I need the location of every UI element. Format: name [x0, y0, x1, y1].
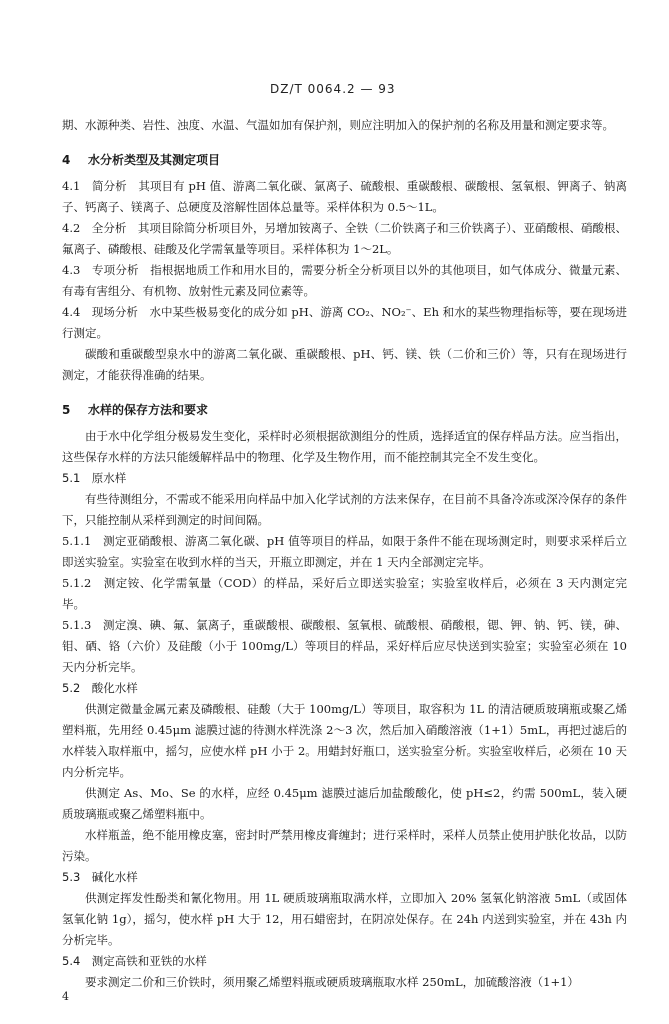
paragraph: 供测定挥发性酚类和氰化物用。用 1L 硬质玻璃瓶取满水样，立即加入 20% 氢氧化钠溶液 5mL（或固体氢氧化钠 1g），摇匀，使水样 pH 大于 12，用石蜡密封，在阴凉处保存。在 24h 内送到实验室，并在 43h 内分析完毕。	[62, 891, 627, 947]
page-number: 4	[62, 990, 69, 1003]
paragraph: 要求测定二价和三价铁时，须用聚乙烯塑料瓶或硬质玻璃瓶取水样 250mL，加硫酸溶液（1+1）	[85, 975, 579, 989]
paragraph: 4.2 全分析 其项目除简分析项目外，另增加铵离子、全铁（二价铁离子和三价铁离子）、亚硝酸根、硝酸根、氟离子、磷酸根、硅酸及化学需氧量等项目。采样体积为 1～2L。	[62, 221, 627, 256]
subsection-heading: 5.2 酸化水样	[62, 681, 138, 695]
page-header: DZ/T 0064.2 — 93	[270, 82, 396, 96]
paragraph: 5.1.3 测定溴、碘、氟、氯离子，重碳酸根、碳酸根、氢氧根、硫酸根、硝酸根，锶、钾、钠、钙、镁，砷、钼、硒、铬（六价）及硅酸（小于 100mg/L）等项目的样品，采好样后应尽快送到实验室；实验室必须在 10 天内分析完毕。	[62, 618, 627, 674]
section-title: 水分析类型及其测定项目	[88, 153, 221, 167]
paragraph: 4.4 现场分析 水中某些极易变化的成分如 pH、游离 CO₂、NO₂⁻、Eh 和水的某些物理指标等，要在现场进行测定。	[62, 305, 627, 340]
paragraph: 有些待测组分，不需或不能采用向样品中加入化学试剂的方法来保存，在目前不具备冷冻或深冷保存的条件下，只能控制从采样到测定的时间间隔。	[62, 492, 627, 527]
subsection-heading: 5.1 原水样	[62, 471, 127, 485]
paragraph: 碳酸和重碳酸型泉水中的游离二氧化碳、重碳酸根、pH、钙、镁、铁（二价和三价）等，只有在现场进行测定，才能获得准确的结果。	[62, 347, 627, 382]
paragraph: 供测定微量金属元素及磷酸根、硅酸（大于 100mg/L）等项目，取容积为 1L 的清洁硬质玻璃瓶或聚乙烯塑料瓶，先用经 0.45μm 滤膜过滤的待测水样洗涤 2～3 次，然后加入硝酸溶液（1+1）5mL，再把过滤后的水样装入取样瓶中，摇匀，应使水样 pH 小于 2。用蜡封好瓶口，送实验室分析。实验室收样后，必须在 10 天内分析完毕。	[62, 702, 627, 779]
paragraph: 5.1.1 测定亚硝酸根、游离二氧化碳、pH 值等项目的样品，如限于条件不能在现场测定时，则要求采样后立即送实验室。实验室在收到水样的当天，开瓶立即测定，并在 1 天内全部测定完毕。	[62, 534, 627, 569]
section-heading	[62, 150, 627, 170]
document-body	[62, 115, 627, 993]
section-heading	[62, 400, 627, 420]
paragraph: 供测定 As、Mo、Se 的水样，应经 0.45μm 滤膜过滤后加盐酸酸化，使 pH≤2，约需 500mL，装入硬质玻璃瓶或聚乙烯塑料瓶中。	[62, 786, 627, 821]
subsection-heading: 5.3 碱化水样	[62, 870, 138, 884]
paragraph: 4.1 简分析 其项目有 pH 值、游离二氧化碳、氯离子、硫酸根、重碳酸根、碳酸根、氢氧根、钾离子、钠离子、钙离子、镁离子、总硬度及溶解性固体总量等。采样体积为 0.5～1L。	[62, 179, 627, 214]
section-number: 4	[62, 153, 71, 167]
paragraph: 期、水源种类、岩性、浊度、水温、气温如加有保护剂，则应注明加入的保护剂的名称及用量和测定要求等。	[62, 118, 614, 132]
paragraph: 水样瓶盖，绝不能用橡皮塞，密封时严禁用橡皮膏缠封；进行采样时，采样人员禁止使用护肤化妆品，以防污染。	[62, 828, 627, 863]
paragraph: 由于水中化学组分极易发生变化，采样时必须根据欲测组分的性质，选择适宜的保存样品方法。应当指出，这些保存水样的方法只能缓解样品中的物理、化学及生物作用，而不能控制其完全不发生变化。	[62, 429, 627, 464]
paragraph: 5.1.2 测定铵、化学需氧量（COD）的样品，采好后立即送实验室；实验室收样后，必须在 3 天内测定完毕。	[62, 576, 627, 611]
section-title: 水样的保存方法和要求	[88, 403, 209, 417]
subsection-heading: 5.4 测定高铁和亚铁的水样	[62, 954, 207, 968]
paragraph: 4.3 专项分析 指根据地质工作和用水目的，需要分析全分析项目以外的其他项目，如气体成分、微量元素、有毒有害组分、有机物、放射性元素及同位素等。	[62, 263, 627, 298]
section-number: 5	[62, 403, 71, 417]
